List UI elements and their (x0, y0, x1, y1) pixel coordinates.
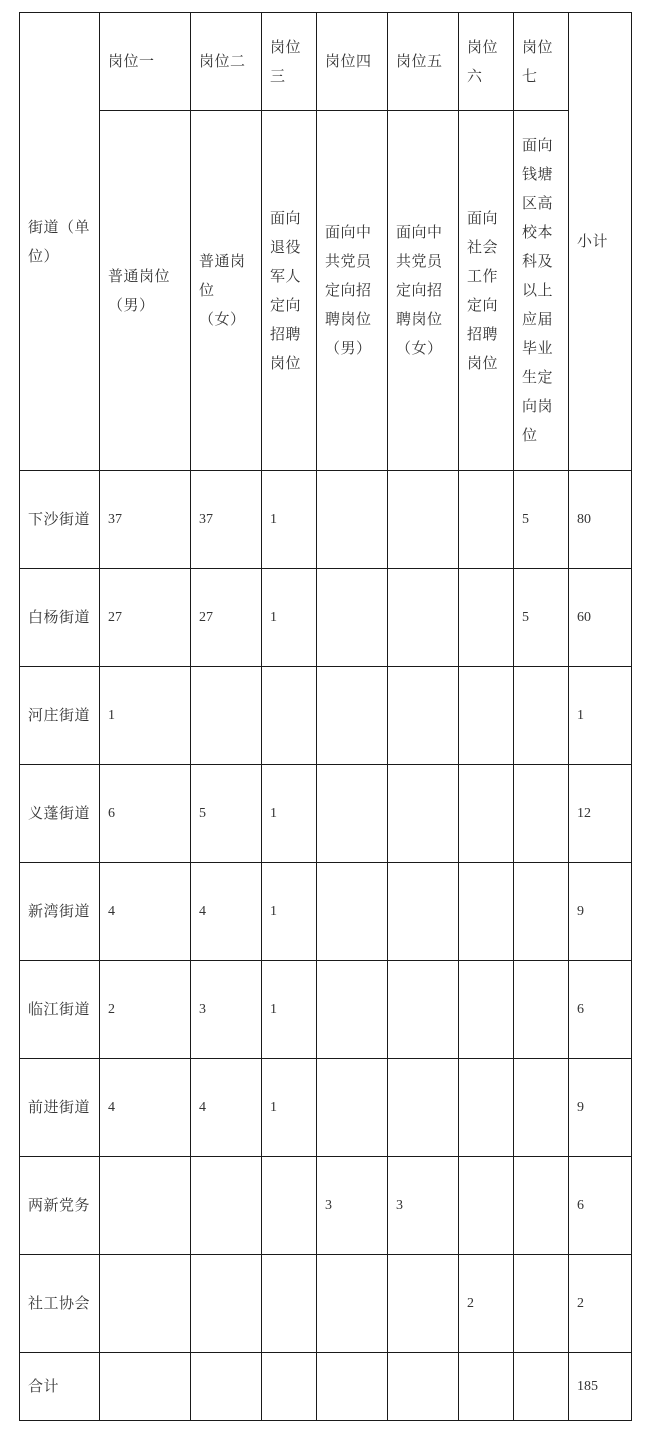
cell-position-2 (191, 1353, 262, 1421)
cell-subtotal: 2 (569, 1255, 632, 1353)
cell-position-4 (317, 765, 388, 863)
cell-subtotal: 6 (569, 961, 632, 1059)
cell-position-1 (100, 1157, 191, 1255)
cell-position-5 (388, 667, 459, 765)
cell-position-1: 37 (100, 471, 191, 569)
header-position-4: 岗位四 (317, 13, 388, 111)
cell-position-5 (388, 961, 459, 1059)
cell-position-6 (459, 863, 514, 961)
cell-position-1: 27 (100, 569, 191, 667)
header-desc-5: 面向中共党员定向招聘岗位（女） (388, 111, 459, 471)
cell-position-3: 1 (262, 961, 317, 1059)
cell-position-6 (459, 667, 514, 765)
cell-position-4 (317, 1255, 388, 1353)
row-label: 义蓬街道 (20, 765, 100, 863)
cell-position-6 (459, 961, 514, 1059)
cell-position-4 (317, 961, 388, 1059)
cell-position-1 (100, 1255, 191, 1353)
header-desc-3: 面向退役军人定向招聘岗位 (262, 111, 317, 471)
cell-position-7 (514, 1059, 569, 1157)
cell-position-7 (514, 1157, 569, 1255)
header-desc-2: 普通岗位（女） (191, 111, 262, 471)
cell-position-5 (388, 863, 459, 961)
cell-position-3 (262, 667, 317, 765)
cell-position-2: 27 (191, 569, 262, 667)
cell-position-3 (262, 1255, 317, 1353)
cell-position-1: 6 (100, 765, 191, 863)
table-row (20, 961, 632, 1059)
recruitment-table (19, 12, 632, 1421)
cell-position-2: 5 (191, 765, 262, 863)
cell-position-3: 1 (262, 765, 317, 863)
row-label: 两新党务 (20, 1157, 100, 1255)
cell-position-2: 37 (191, 471, 262, 569)
cell-position-3: 1 (262, 863, 317, 961)
cell-subtotal: 6 (569, 1157, 632, 1255)
cell-position-6 (459, 471, 514, 569)
cell-subtotal: 185 (569, 1353, 632, 1421)
total-row (20, 1353, 632, 1421)
cell-position-3: 1 (262, 569, 317, 667)
cell-position-4 (317, 863, 388, 961)
table-row (20, 1157, 632, 1255)
cell-position-5 (388, 1255, 459, 1353)
header-position-7: 岗位七 (514, 13, 569, 111)
cell-position-6 (459, 569, 514, 667)
header-row-positions (20, 13, 632, 111)
header-desc-4: 面向中共党员定向招聘岗位（男） (317, 111, 388, 471)
cell-position-6: 2 (459, 1255, 514, 1353)
table-row (20, 471, 632, 569)
table-row (20, 569, 632, 667)
cell-subtotal: 9 (569, 1059, 632, 1157)
cell-position-7 (514, 765, 569, 863)
header-position-3: 岗位三 (262, 13, 317, 111)
cell-position-4: 3 (317, 1157, 388, 1255)
cell-subtotal: 9 (569, 863, 632, 961)
cell-position-3 (262, 1157, 317, 1255)
cell-position-5 (388, 471, 459, 569)
table-body (20, 13, 632, 1421)
cell-subtotal: 80 (569, 471, 632, 569)
cell-subtotal: 1 (569, 667, 632, 765)
table-row (20, 1255, 632, 1353)
cell-subtotal: 60 (569, 569, 632, 667)
row-label: 临江街道 (20, 961, 100, 1059)
cell-position-4 (317, 667, 388, 765)
header-desc-7: 面向钱塘区高校本科及以上应届毕业生定向岗位 (514, 111, 569, 471)
cell-position-3 (262, 1353, 317, 1421)
header-desc-1: 普通岗位（男） (100, 111, 191, 471)
cell-position-4 (317, 1059, 388, 1157)
header-row-descriptions (20, 111, 632, 471)
cell-position-2: 3 (191, 961, 262, 1059)
cell-position-5 (388, 569, 459, 667)
cell-position-7 (514, 667, 569, 765)
cell-position-2 (191, 1157, 262, 1255)
cell-position-3: 1 (262, 471, 317, 569)
cell-position-1: 1 (100, 667, 191, 765)
cell-position-6 (459, 765, 514, 863)
cell-position-5 (388, 1059, 459, 1157)
row-label: 河庄街道 (20, 667, 100, 765)
cell-position-7 (514, 863, 569, 961)
row-label: 社工协会 (20, 1255, 100, 1353)
cell-position-5 (388, 765, 459, 863)
cell-position-2: 4 (191, 863, 262, 961)
cell-position-7: 5 (514, 569, 569, 667)
row-label: 下沙街道 (20, 471, 100, 569)
cell-position-5: 3 (388, 1157, 459, 1255)
cell-position-7 (514, 961, 569, 1059)
cell-position-1: 4 (100, 863, 191, 961)
header-position-5: 岗位五 (388, 13, 459, 111)
cell-position-4 (317, 471, 388, 569)
cell-position-3: 1 (262, 1059, 317, 1157)
header-desc-6: 面向社会工作定向招聘岗位 (459, 111, 514, 471)
cell-position-1: 2 (100, 961, 191, 1059)
table-row (20, 667, 632, 765)
row-label: 合计 (20, 1353, 100, 1421)
cell-position-6 (459, 1157, 514, 1255)
row-label: 白杨街道 (20, 569, 100, 667)
table-row (20, 765, 632, 863)
header-position-6: 岗位六 (459, 13, 514, 111)
header-subtotal: 小计 (569, 13, 632, 471)
cell-position-7: 5 (514, 471, 569, 569)
cell-position-4 (317, 1353, 388, 1421)
table-row (20, 863, 632, 961)
cell-position-6 (459, 1353, 514, 1421)
cell-position-7 (514, 1255, 569, 1353)
cell-position-2 (191, 1255, 262, 1353)
cell-position-6 (459, 1059, 514, 1157)
cell-position-2: 4 (191, 1059, 262, 1157)
row-label: 前进街道 (20, 1059, 100, 1157)
cell-position-1: 4 (100, 1059, 191, 1157)
header-position-1: 岗位一 (100, 13, 191, 111)
cell-position-5 (388, 1353, 459, 1421)
row-label: 新湾街道 (20, 863, 100, 961)
cell-position-7 (514, 1353, 569, 1421)
cell-position-1 (100, 1353, 191, 1421)
cell-position-2 (191, 667, 262, 765)
cell-subtotal: 12 (569, 765, 632, 863)
cell-position-4 (317, 569, 388, 667)
header-district: 街道（单位） (20, 13, 100, 471)
header-position-2: 岗位二 (191, 13, 262, 111)
table-row (20, 1059, 632, 1157)
